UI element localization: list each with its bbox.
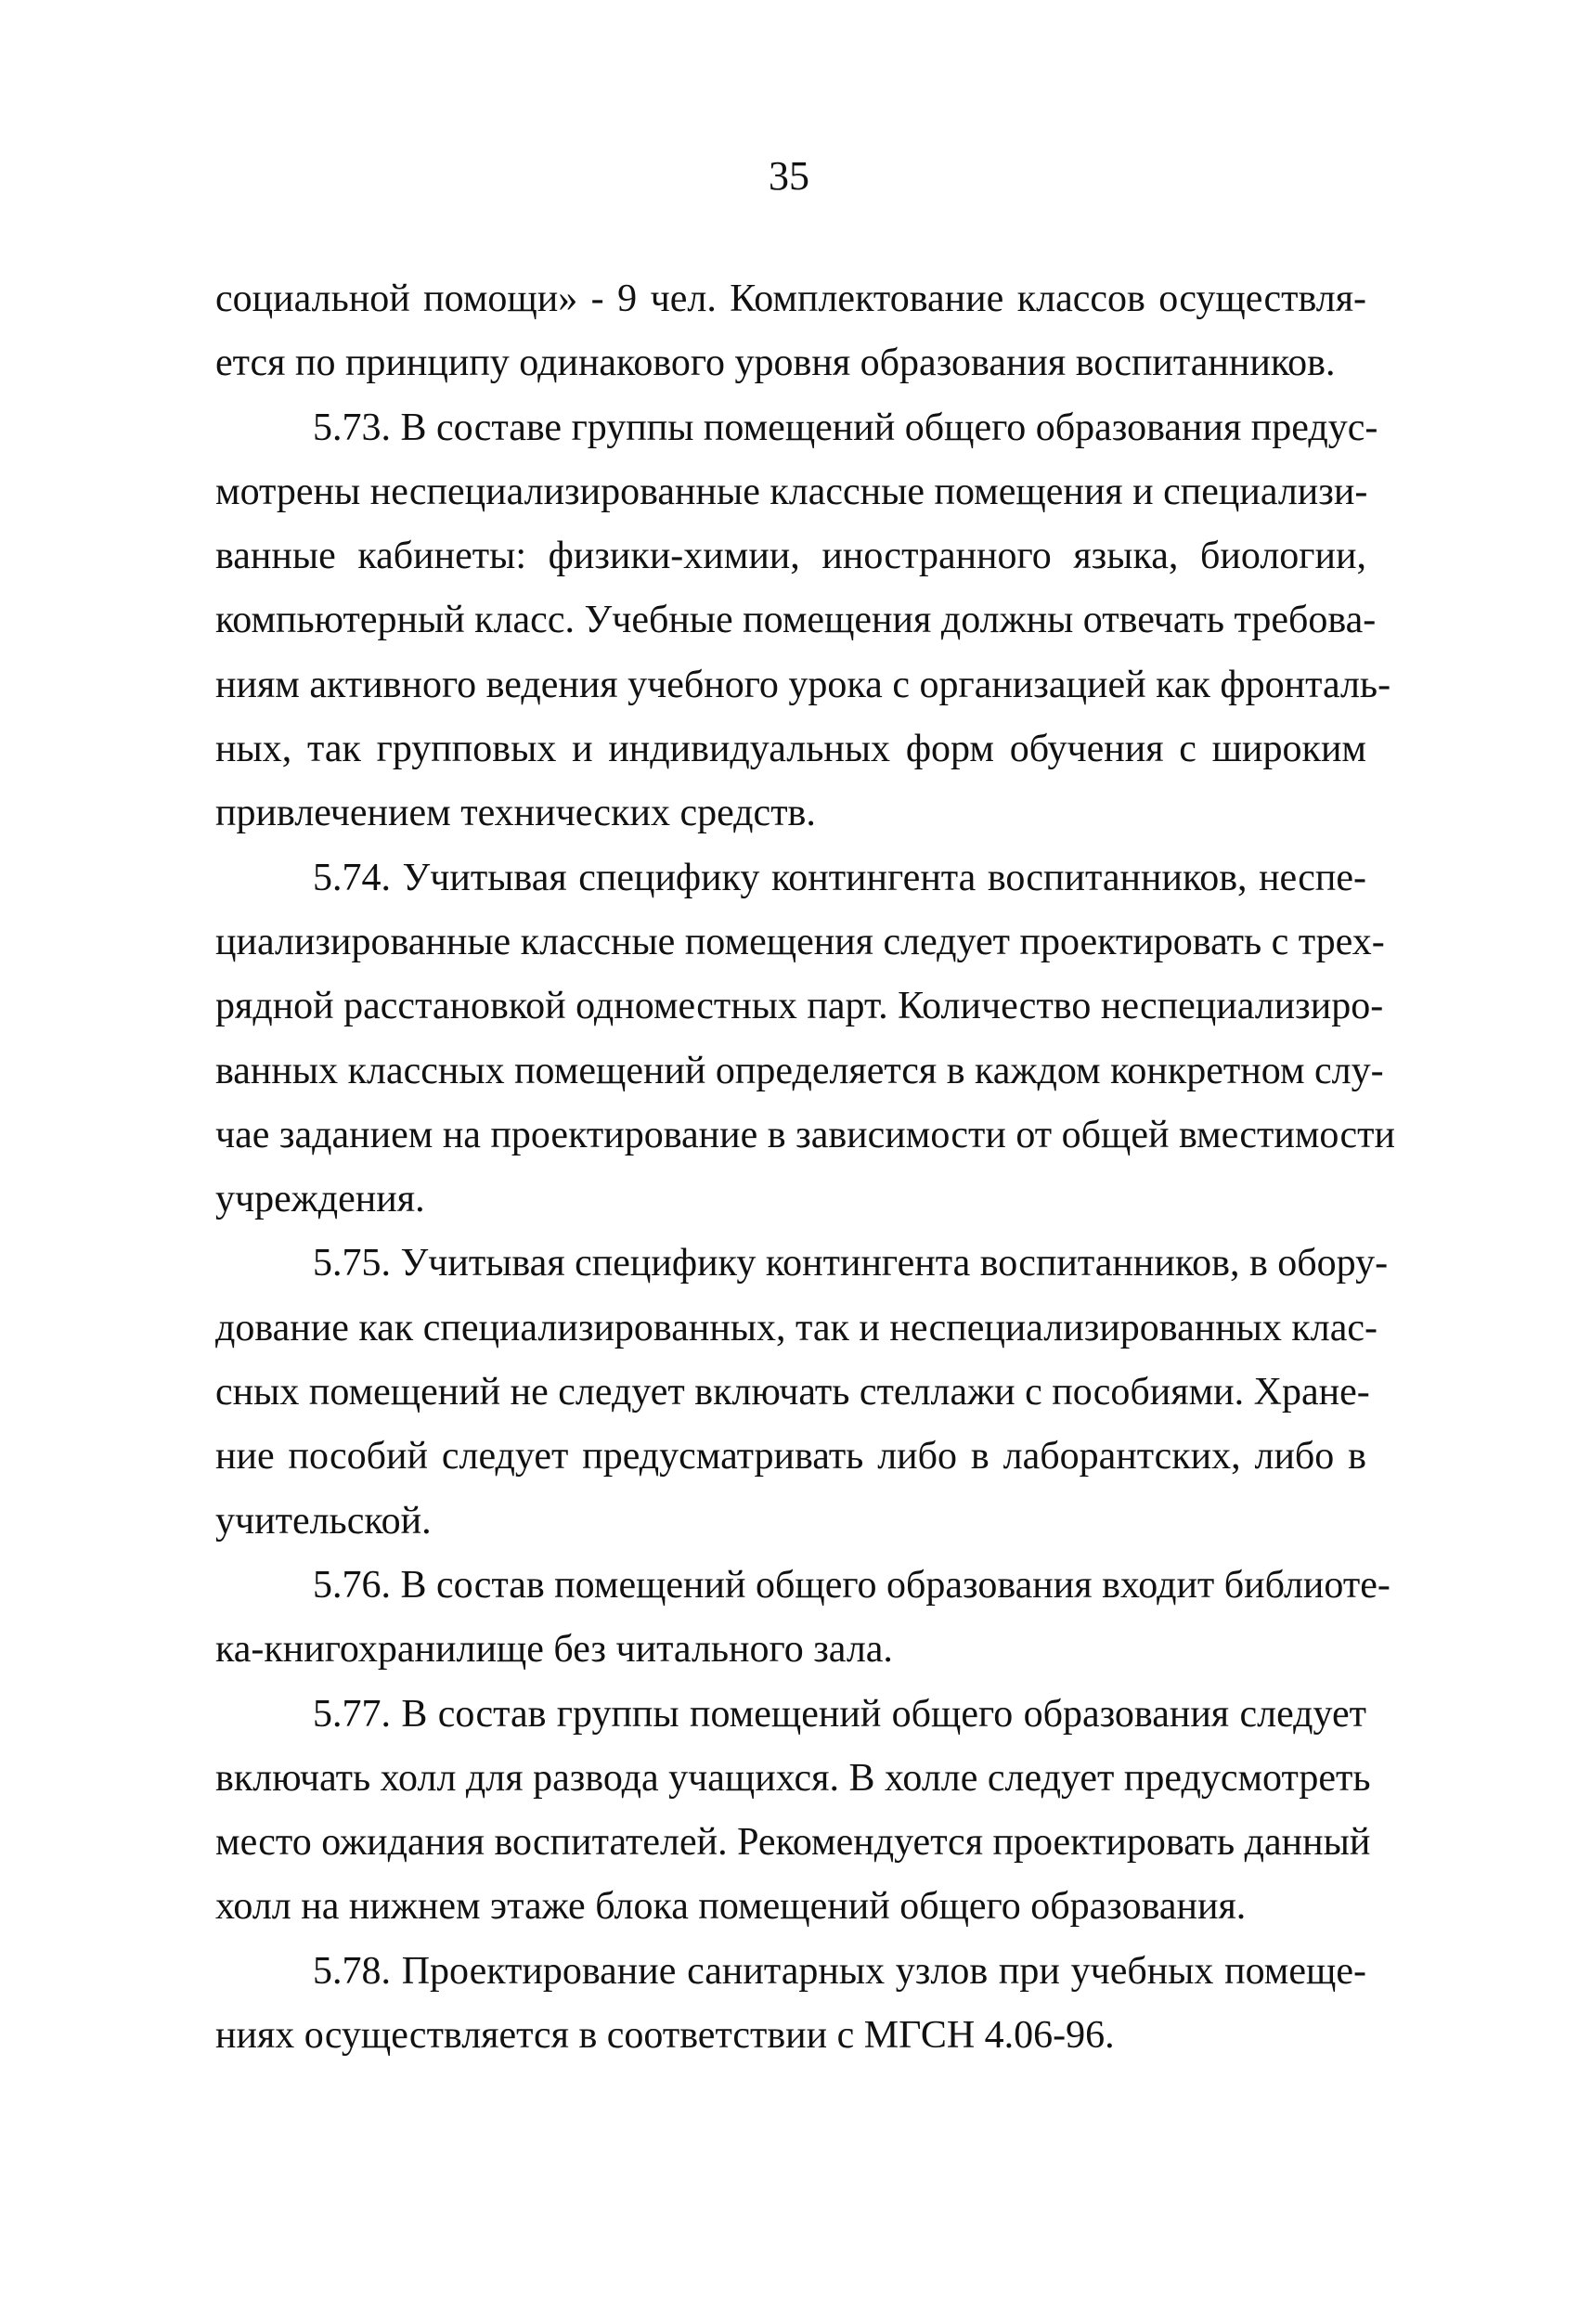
text-line: включать холл для развода учащихся. В холле следует предусмотреть [215, 1756, 1371, 1800]
text-line: ниях осуществляется в соответствии с МГСН 4.06-96. [215, 2014, 1115, 2058]
body-text [215, 267, 1395, 2068]
text-line: социальной помощи» - 9 чел. Комплектование классов осуществля- [215, 278, 1366, 320]
text-line: 5.74. Учитывая специфику контингента воспитанников, неспе- [313, 856, 1366, 899]
text-line: ка-книгохранилище без читального зала. [215, 1628, 893, 1672]
text-line: дование как специализированных, так и неспециализированных клас- [215, 1306, 1378, 1349]
text-line: ванные кабинеты: физики-химии, иностранного языка, биологии, [215, 535, 1366, 578]
text-line: учреждения. [215, 1178, 425, 1221]
text-line: 5.73. В составе группы помещений общего образования предус- [313, 406, 1378, 449]
text-line: ние пособий следует предусматривать либо в лаборантских, либо в [215, 1435, 1366, 1478]
text-line: ется по принципу одинакового уровня образования воспитанников. [215, 342, 1336, 385]
text-line: циализированные классные помещения следует проектировать с трех- [215, 920, 1385, 963]
text-line: место ожидания воспитателей. Рекомендуется проектировать данный [215, 1821, 1371, 1865]
text-line: чае заданием на проектирование в зависимости от общей вместимости [215, 1113, 1395, 1156]
text-line: ных, так групповых и индивидуальных форм обучения с широким [215, 728, 1366, 771]
text-line: компьютерный класс. Учебные помещения должны отвечать требова- [215, 599, 1377, 642]
text-line: холл на нижнем этаже блока помещений общего образования. [215, 1885, 1247, 1929]
text-line: учительской. [215, 1499, 432, 1543]
text-line: 5.78. Проектирование санитарных узлов при учебных помеще- [313, 1949, 1366, 1993]
text-line: ванных классных помещений определяется в каждом конкретном слу- [215, 1049, 1384, 1092]
page-number: 35 [769, 153, 809, 199]
text-line: рядной расстановкой одноместных парт. Количество неспециализиро- [215, 985, 1384, 1028]
text-line: 5.75. Учитывая специфику контингента воспитанников, в обору- [313, 1242, 1389, 1285]
text-line: ниям активного ведения учебного урока с организацией как фронталь- [215, 663, 1391, 706]
text-line: 5.77. В состав группы помещений общего образования следует [313, 1692, 1366, 1736]
text-line: сных помещений не следует включать стеллажи с пособиями. Хране- [215, 1371, 1370, 1414]
text-line: 5.76. В состав помещений общего образования входит библиоте- [313, 1563, 1390, 1607]
text-line: привлечением технических средств. [215, 792, 816, 835]
text-line: мотрены неспециализированные классные помещения и специализи- [215, 470, 1368, 513]
